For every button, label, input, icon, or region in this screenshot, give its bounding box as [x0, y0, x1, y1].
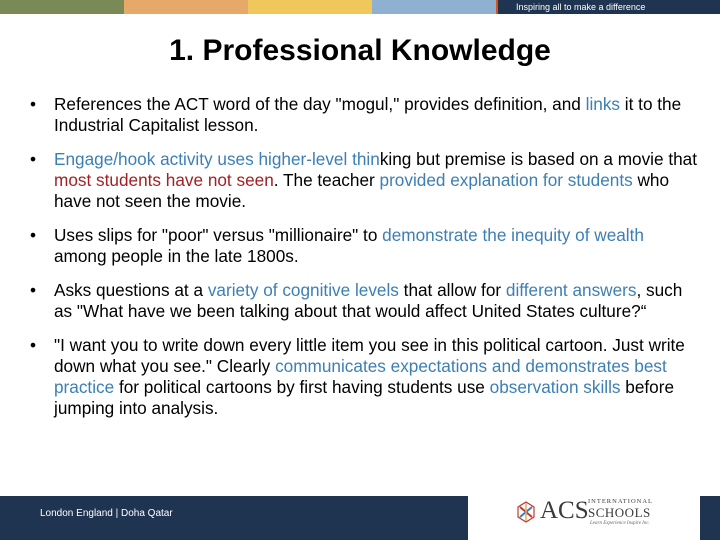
bullet-text-run: among people in the late 1800s.: [54, 246, 299, 266]
bullet-text-run: provided explanation for students: [379, 170, 633, 190]
logo-schools-text: SCHOOLS: [588, 505, 651, 520]
logo-acs-text: ACS: [540, 497, 589, 524]
bullet-text-run: "I want you to write down every little item you see in this political cartoon. Just write down what you see." Clearly: [54, 335, 685, 376]
bullet-text-run: References the ACT word of the day "mogul," provides definition, and: [54, 94, 586, 114]
bullet-item: [30, 225, 700, 267]
slide-title: 1. Professional Knowledge: [169, 34, 551, 67]
strip-segment-yellow: [248, 0, 372, 14]
bullet-dot-icon: •: [30, 149, 37, 169]
bullet-text-run: Asks questions at a: [54, 280, 208, 300]
bullet-text-run: most students have not seen: [54, 170, 274, 190]
bullet-dot-icon: •: [30, 94, 37, 114]
bullet-item: [30, 335, 700, 419]
bullet-text-run: . The teacher: [273, 170, 380, 190]
strip-segment-blue: [372, 0, 496, 14]
footer-locations: London England | Doha Qatar: [40, 508, 173, 519]
bullet-text-run: Engage/hook activity uses higher-level thin: [54, 149, 380, 169]
bullet-text-run: who have not seen the movie.: [54, 170, 670, 211]
bullet-item: [30, 149, 700, 212]
bullet-text-run: before jumping into analysis.: [54, 377, 675, 418]
bullet-dot-icon: •: [30, 335, 37, 355]
bullet-text-run: communicates expectations and demonstrates best practice: [54, 356, 667, 397]
bullet-item: [30, 280, 700, 322]
bullet-text-run: variety of cognitive levels: [207, 280, 399, 300]
footer-edge-panel: [700, 496, 720, 540]
bullet-text-run: for political cartoons by first having students use: [114, 377, 490, 397]
bullet-text-run: king but premise is based on a movie that: [379, 149, 698, 169]
bullet-item: [30, 94, 700, 136]
bullet-text-run: links: [585, 94, 621, 114]
bullet-text-run: different answers: [505, 280, 637, 300]
bullet-text-run: that allow for: [398, 280, 506, 300]
bullet-text-run: it to the Industrial Capitalist lesson.: [54, 94, 682, 135]
bullet-list: [30, 94, 700, 432]
bullet-text-run: , such as "What have we been talking about that would affect United States culture?“: [54, 280, 683, 321]
bullet-text-run: Uses slips for "poor" versus "millionaire" to: [54, 225, 383, 245]
header-tagline: Inspiring all to make a difference: [498, 0, 720, 14]
acs-logo-icon: [514, 500, 538, 524]
strip-segment-green: [0, 0, 124, 14]
bullet-text-run: demonstrate the inequity of wealth: [382, 225, 644, 245]
strip-segment-orange: [124, 0, 248, 14]
bullet-dot-icon: •: [30, 280, 37, 300]
footer-dark-panel: [0, 496, 468, 540]
logo-international-text: INTERNATIONAL: [588, 498, 653, 505]
logo-motto-text: Learn Experience Inspire Inc.: [590, 521, 650, 526]
bullet-text-run: observation skills: [489, 377, 621, 397]
bullet-dot-icon: •: [30, 225, 37, 245]
